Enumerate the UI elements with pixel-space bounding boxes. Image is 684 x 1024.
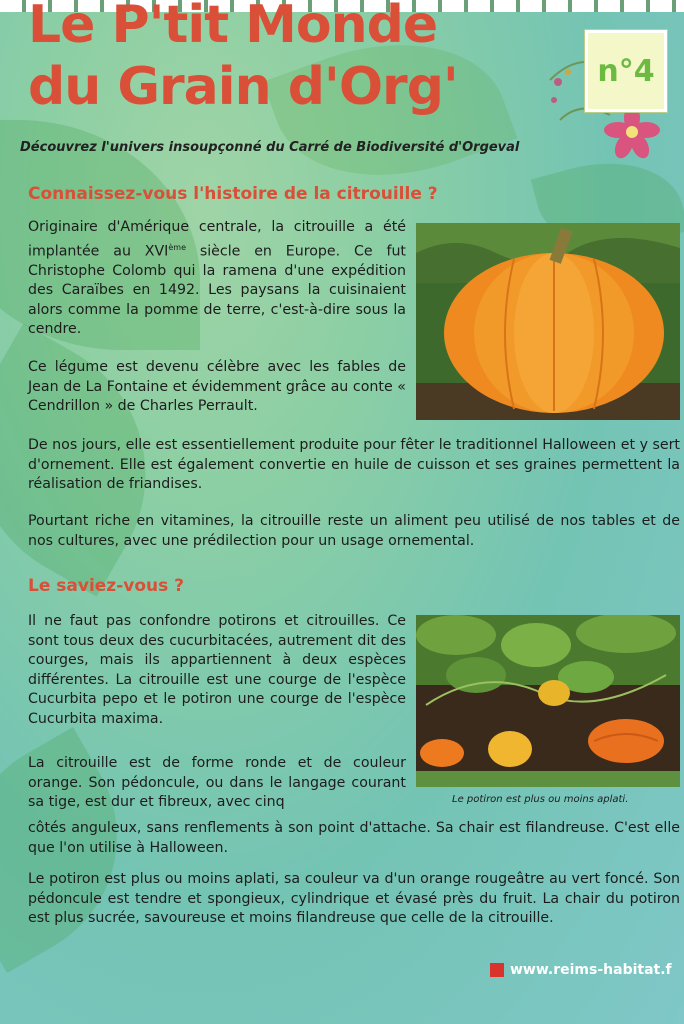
potiron-illustration [416, 615, 680, 787]
paragraph-halloween: De nos jours, elle est essentiellement produite pour fêter le traditionnel Halloween et y sert d'ornement. Elle est également convertie en huile de cuisson et ses graines permettent la réalisation de friandises. [28, 437, 680, 492]
section-heading-history: Connaissez-vous l'histoire de la citrouille ? [28, 184, 438, 204]
paragraph-origin [28, 218, 406, 340]
paragraph-fables: Ce légume est devenu célèbre avec les fables de Jean de La Fontaine et évidemment grâce au conte « Cendrillon » de Charles Perrault. [28, 359, 406, 414]
issue-badge: n°4 [585, 30, 667, 112]
photo-caption: Le potiron est plus ou moins aplati. [452, 794, 629, 805]
paragraph-citrouille-shape: La citrouille est de forme ronde et de couleur orange. Son pédoncule, ou dans le langage courant sa tige, est dur et fibreux, avec cinq [28, 755, 406, 810]
subtitle: Découvrez l'univers insoupçonné du Carré de Biodiversité d'Orgeval [20, 140, 520, 155]
paragraph-origin-text-2: siècle en Europe. Ce fut Christophe Colomb qui la ramena d'une expédition des Caraïbes en 1492. Les paysans la cuisinaient alors comme la pomme de terre, c'est-à-dire sous la cendre. [28, 243, 406, 338]
paragraph-vitamins: Pourtant riche en vitamines, la citrouille reste un aliment peu utilisé de nos tables et de nos cultures, avec une prédilection pour un usage ornemental. [28, 513, 680, 549]
superscript-ordinal: ème [168, 242, 187, 252]
paragraph-potiron: Le potiron est plus ou moins aplati, sa couleur va d'un orange rougeâtre au vert foncé. Son pédoncule est tendre et spongieux, cylindrique et évasé près du fruit. La chair du potiron est plus sucrée, savoureuse et moins filandreuse que celle de la citrouille. [28, 871, 680, 926]
footer-link[interactable] [490, 962, 672, 978]
page-title [28, 0, 458, 118]
paragraph-species: Il ne faut pas confondre potirons et citrouilles. Ce sont tous deux des cucurbitacées, autrement dit des courges, mais ils appartiennent à deux espèces différentes. La citrouille est une courge de l'espèce Cucurbita pepo et le potiron une courge de l'espèce Cucurbita maxima. [28, 613, 406, 727]
footer-url: www.reims-habitat.f [510, 962, 672, 978]
paragraph-origin-text: Originaire d'Amérique centrale, la citrouille a été implantée au XVI [28, 219, 406, 260]
title-line-1: Le P'tit Monde [28, 0, 438, 55]
footer-square-icon [490, 963, 504, 977]
title-line-2: du Grain d'Org' [28, 57, 458, 117]
section-heading-did-you-know: Le saviez-vous ? [28, 576, 185, 596]
paragraph-citrouille-shape-cont: côtés anguleux, sans renflements à son point d'attache. Sa chair est filandreuse. C'est elle que l'on utilise à Halloween. [28, 820, 680, 856]
pumpkin-illustration [416, 223, 680, 420]
pumpkin-photo [416, 223, 680, 420]
potiron-photo [416, 615, 680, 787]
